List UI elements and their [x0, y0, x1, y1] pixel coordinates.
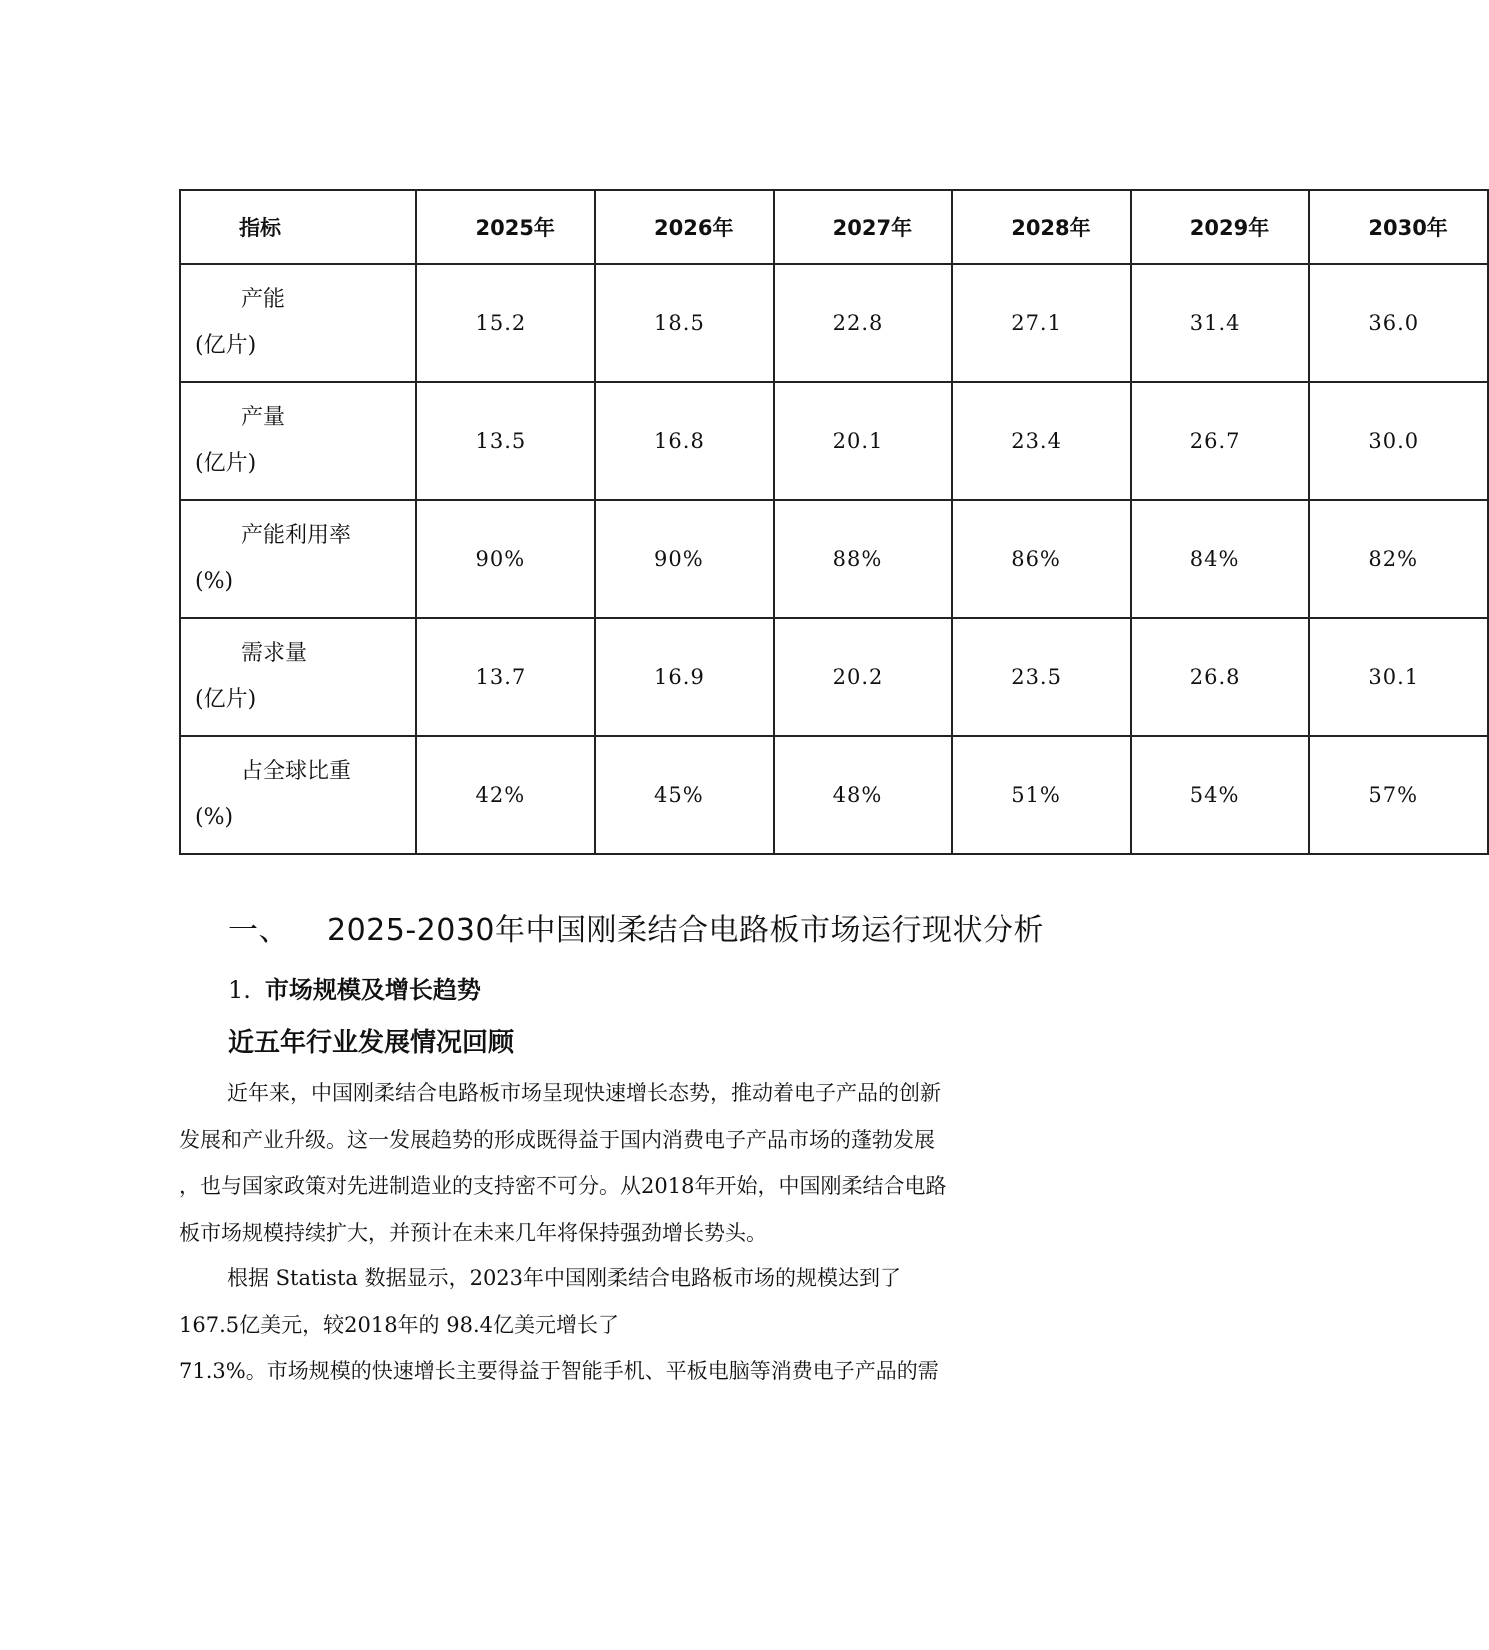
row-label	[180, 736, 416, 854]
row-label-name: 需求量	[241, 641, 308, 666]
table-cell: 18.5	[595, 264, 774, 382]
table-cell: 82%	[1309, 500, 1488, 618]
table-cell: 57%	[1309, 736, 1488, 854]
row-label-unit: (亿片)	[195, 451, 257, 476]
row-label-unit: (%)	[195, 569, 234, 594]
table-cell: 16.8	[595, 382, 774, 500]
table-cell: 42%	[416, 736, 595, 854]
table-cell: 48%	[774, 736, 953, 854]
subsection-heading	[228, 970, 481, 1005]
table-cell: 26.8	[1131, 618, 1310, 736]
header-year: 2026年	[595, 190, 774, 264]
section-number: 一、	[228, 913, 289, 948]
row-label	[180, 264, 416, 382]
table-cell: 88%	[774, 500, 953, 618]
table-row	[180, 618, 1488, 736]
row-label	[180, 500, 416, 618]
row-label-name: 占全球比重	[241, 759, 352, 784]
table-row	[180, 736, 1488, 854]
table-cell: 30.0	[1309, 382, 1488, 500]
table-cell: 90%	[595, 500, 774, 618]
table-cell: 13.5	[416, 382, 595, 500]
header-year: 2025年	[416, 190, 595, 264]
paragraph	[179, 1070, 1039, 1256]
subsubsection-heading: 近五年行业发展情况回顾	[228, 1028, 515, 1058]
row-label-unit: (%)	[195, 805, 234, 830]
paragraph-line: 板市场规模持续扩大，并预计在未来几年将保持强劲增长势头。	[179, 1220, 767, 1245]
row-label-name: 产能利用率	[241, 523, 352, 548]
paragraph-line: 167.5亿美元，较2018年的 98.4亿美元增长了	[179, 1312, 619, 1337]
table-cell: 30.1	[1309, 618, 1488, 736]
section-heading	[228, 905, 1044, 949]
paragraph-line: 71.3%。市场规模的快速增长主要得益于智能手机、平板电脑等消费电子产品的需	[179, 1359, 939, 1383]
row-label-name: 产能	[241, 287, 286, 312]
table-row	[180, 264, 1488, 382]
table-cell: 86%	[952, 500, 1131, 618]
table-cell: 84%	[1131, 500, 1310, 618]
table-cell: 27.1	[952, 264, 1131, 382]
table-cell: 20.2	[774, 618, 953, 736]
table-cell: 22.8	[774, 264, 953, 382]
row-label	[180, 618, 416, 736]
table-cell: 54%	[1131, 736, 1310, 854]
table-cell: 20.1	[774, 382, 953, 500]
table-cell: 15.2	[416, 264, 595, 382]
header-year: 2027年	[774, 190, 953, 264]
subsection-title: 市场规模及增长趋势	[264, 976, 481, 1004]
table-cell: 23.5	[952, 618, 1131, 736]
header-indicator: 指标	[180, 190, 416, 264]
table-row	[180, 382, 1488, 500]
table-cell: 45%	[595, 736, 774, 854]
table-cell: 13.7	[416, 618, 595, 736]
capacity-demand-table	[179, 189, 1489, 855]
row-label-unit: (亿片)	[195, 333, 257, 358]
subsection-number: 1.	[228, 976, 251, 1004]
header-year: 2029年	[1131, 190, 1310, 264]
row-label-name: 产量	[241, 405, 286, 430]
table-cell: 51%	[952, 736, 1131, 854]
header-year: 2030年	[1309, 190, 1488, 264]
section-title: 2025-2030年中国刚柔结合电路板市场运行现状分析	[327, 913, 1045, 948]
paragraph	[179, 1255, 1039, 1395]
table-cell: 36.0	[1309, 264, 1488, 382]
table-cell: 16.9	[595, 618, 774, 736]
table-header-row	[180, 190, 1488, 264]
paragraph-line: ，也与国家政策对先进制造业的支持密不可分。从2018年开始，中国刚柔结合电路	[179, 1174, 947, 1198]
table-cell: 26.7	[1131, 382, 1310, 500]
row-label-unit: (亿片)	[195, 687, 257, 712]
header-year: 2028年	[952, 190, 1131, 264]
table-cell: 23.4	[952, 382, 1131, 500]
table-cell: 90%	[416, 500, 595, 618]
table-cell: 31.4	[1131, 264, 1310, 382]
paragraph-line: 根据 Statista 数据显示，2023年中国刚柔结合电路板市场的规模达到了	[227, 1266, 902, 1290]
paragraph-line: 发展和产业升级。这一发展趋势的形成既得益于国内消费电子产品市场的蓬勃发展	[179, 1127, 935, 1152]
paragraph-line: 近年来，中国刚柔结合电路板市场呈现快速增长态势，推动着电子产品的创新	[227, 1081, 941, 1105]
row-label	[180, 382, 416, 500]
table-row	[180, 500, 1488, 618]
